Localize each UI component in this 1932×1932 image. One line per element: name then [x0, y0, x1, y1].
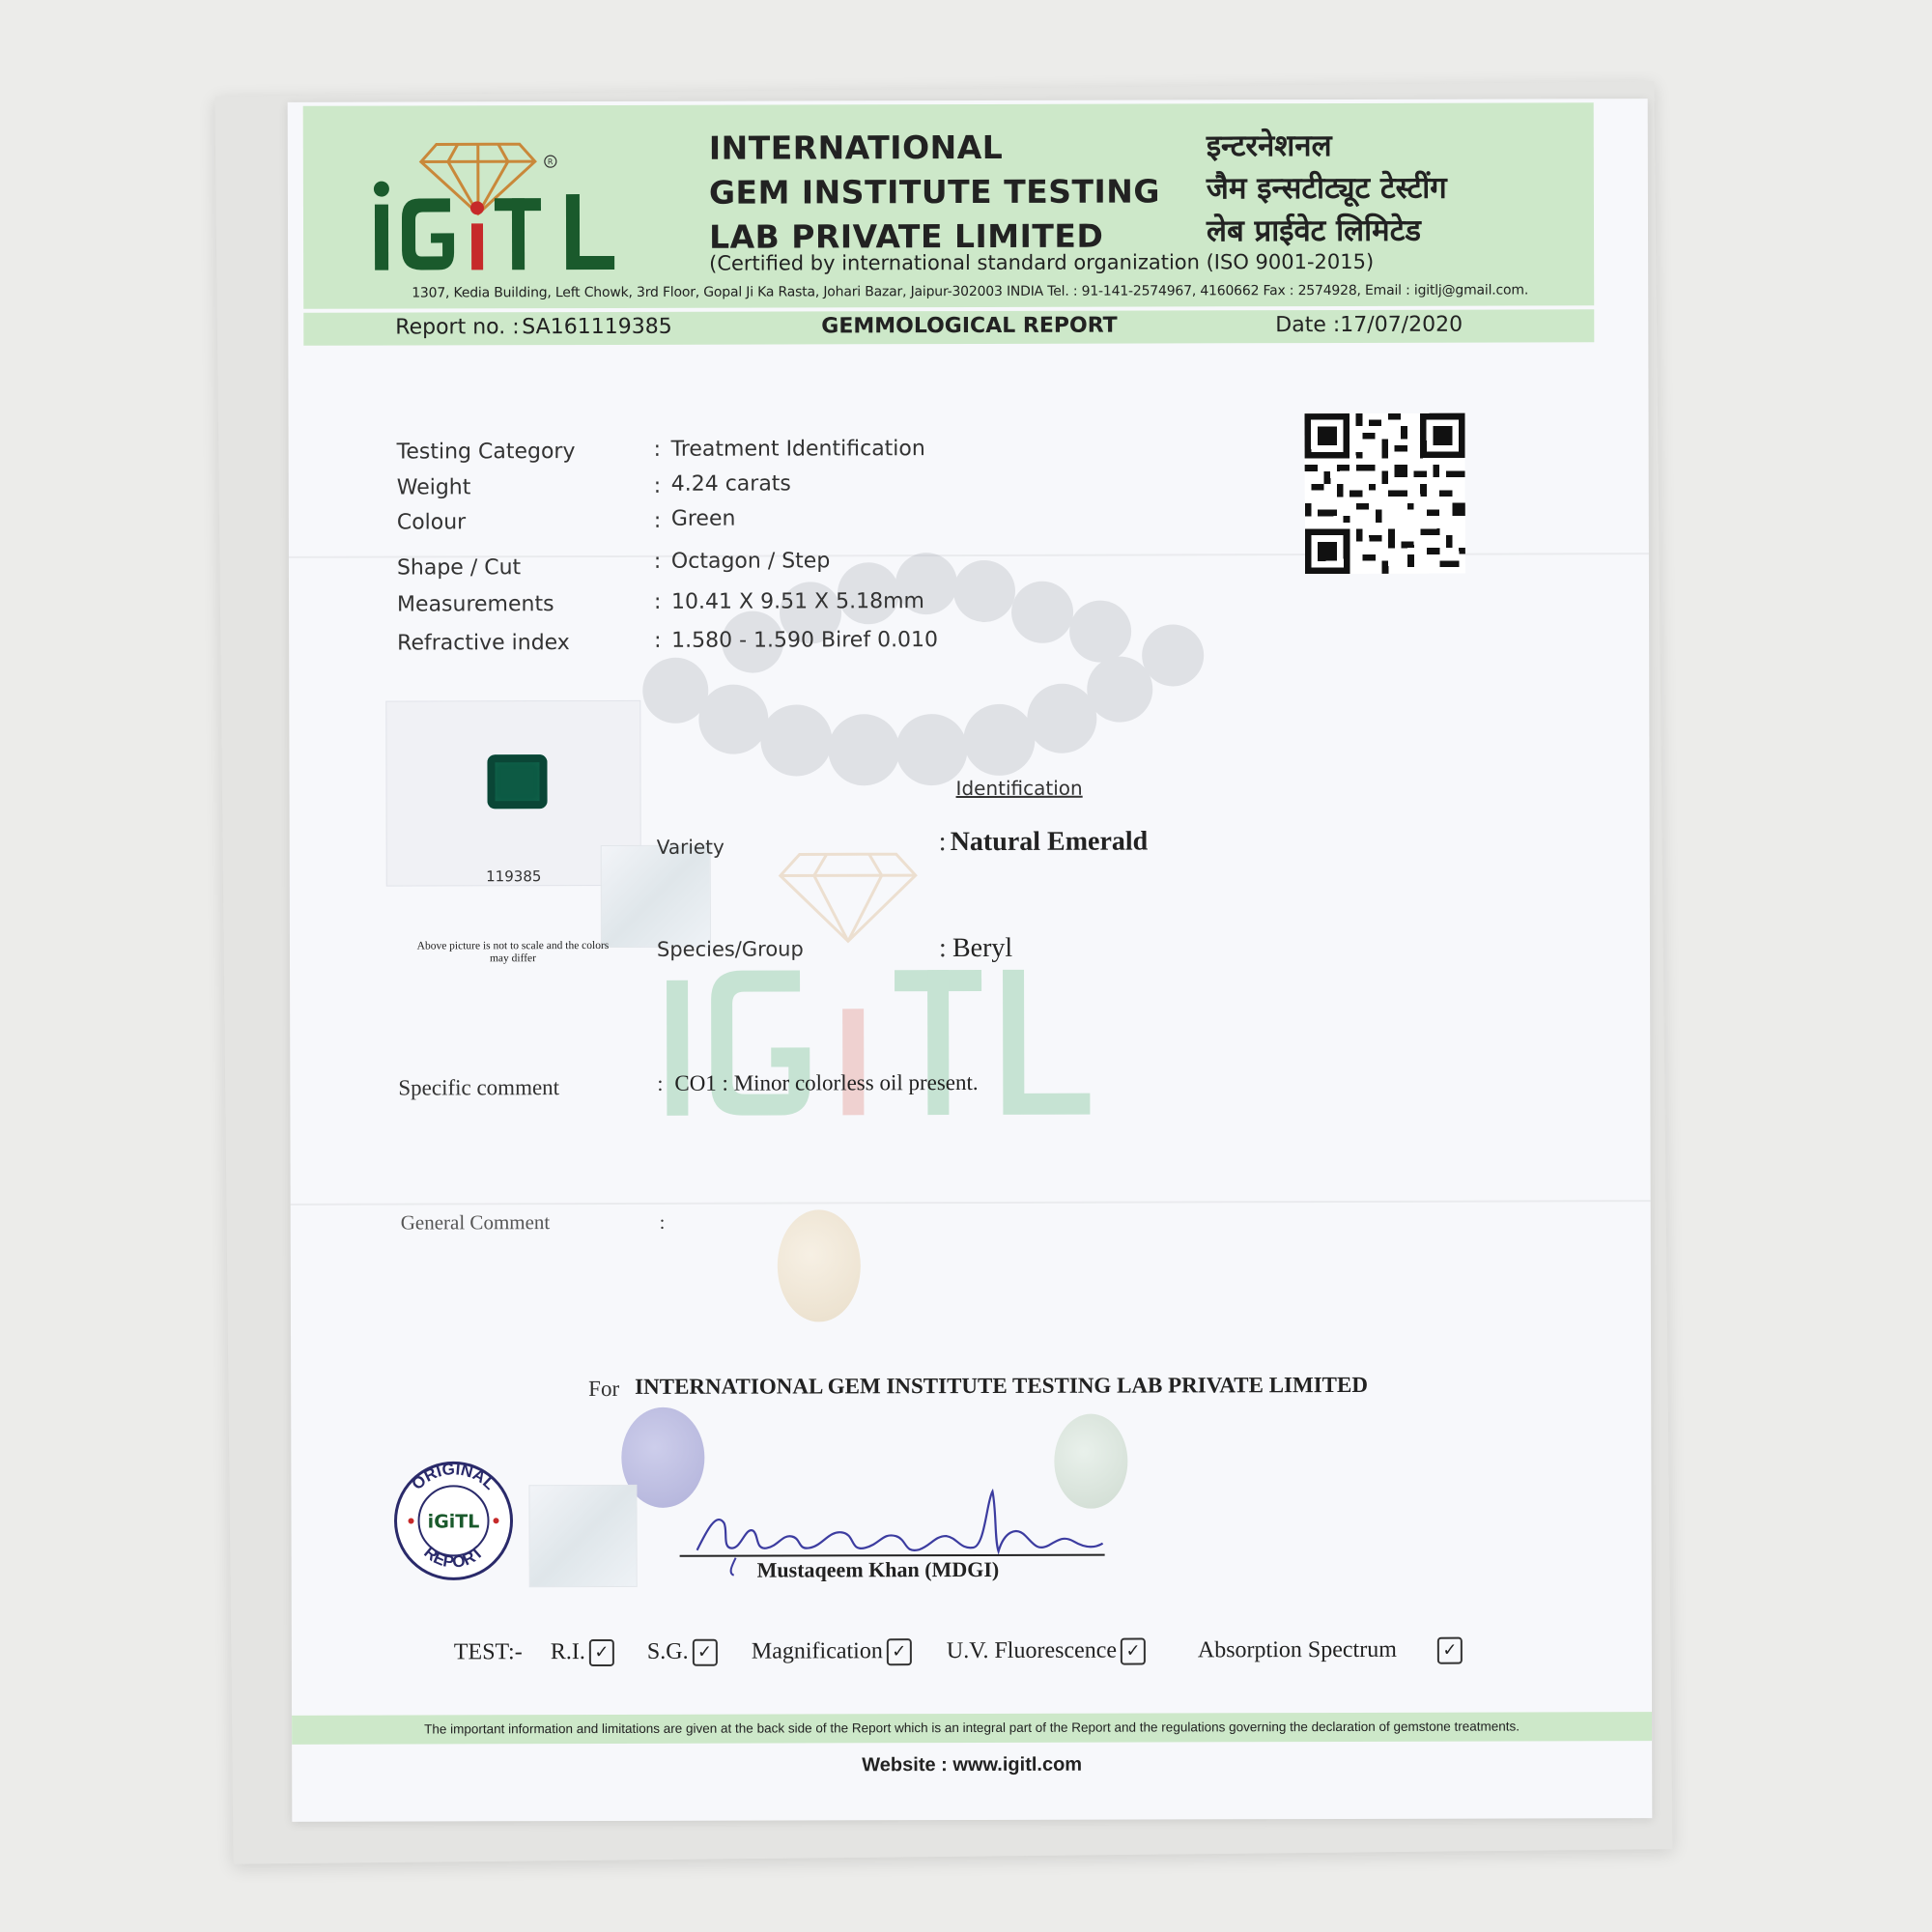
test-item-absorption-spectrum: [1198, 1637, 1463, 1665]
report-no-label: Report no. :: [395, 315, 520, 340]
yellow-sapphire-watermark: [778, 1209, 861, 1321]
qr-code-icon: [1305, 413, 1465, 574]
field-value-measurements: 10.41 X 9.51 X 5.18mm: [670, 589, 924, 614]
identification-heading: Identification: [955, 776, 1083, 801]
logo-wordmark: [374, 156, 614, 270]
field-value-colour: Green: [670, 506, 736, 531]
specific-comment-colon: :: [657, 1070, 664, 1095]
iso-certification: (Certified by international standard organization (ISO 9001-2015): [709, 249, 1375, 275]
field-colon: :: [653, 473, 662, 498]
test-item-label: S.G.: [646, 1638, 689, 1664]
report-date: Date :17/07/2020: [1275, 312, 1463, 338]
svg-text:iGiTL: iGiTL: [427, 1511, 480, 1533]
checkbox-icon: ✓: [1437, 1637, 1463, 1664]
checkbox-icon: ✓: [589, 1639, 614, 1666]
signer-name: Mustaqeem Khan (MDGI): [756, 1556, 1000, 1582]
checkbox-icon: ✓: [1121, 1638, 1146, 1665]
svg-text:ORIGINAL: ORIGINAL: [408, 1460, 499, 1494]
species-colon: :: [938, 933, 947, 964]
specific-comment-label: Specific comment: [398, 1075, 560, 1100]
field-label-refractive-index: Refractive index: [397, 631, 570, 656]
specific-comment-value: CO1 : Minor colorless oil present.: [674, 1069, 979, 1095]
species-label: Species/Group: [656, 937, 804, 961]
fold-line: [291, 1200, 1651, 1206]
variety-colon: :: [938, 827, 947, 858]
test-item-uv-fluorescence: [947, 1638, 1146, 1666]
variety-label: Variety: [656, 835, 724, 859]
disclaimer-line: Above picture is not to scale and the colors: [416, 939, 610, 952]
test-item-ri: [551, 1639, 614, 1667]
website: Website : www.igitl.com: [862, 1753, 1083, 1776]
test-label: TEST:-: [453, 1639, 523, 1665]
report-info-bar: [303, 309, 1594, 345]
variety-value: Natural Emerald: [950, 826, 1149, 858]
checkbox-icon: ✓: [693, 1639, 718, 1666]
test-item-sg: [647, 1639, 718, 1667]
for-label: For: [588, 1376, 620, 1402]
field-label-testing-category: Testing Category: [396, 440, 576, 465]
igitl-logo: [361, 125, 622, 290]
emerald-photo: [487, 754, 547, 809]
organization-name-hindi: [1207, 125, 1447, 253]
field-label-colour: Colour: [396, 510, 467, 535]
field-label-measurements: Measurements: [397, 592, 554, 617]
org-name-hindi-line: जैम इन्सटीट्यूट टेस्टींग: [1206, 170, 1447, 207]
svg-text:R: R: [547, 157, 554, 167]
test-item-label: Absorption Spectrum: [1197, 1636, 1397, 1663]
test-item-label: Magnification: [751, 1638, 883, 1664]
field-value-testing-category: Treatment Identification: [670, 437, 925, 462]
general-comment-label: General Comment: [400, 1210, 551, 1235]
org-name-hindi-line: लेब प्राईवेट लिमिटेड: [1206, 213, 1421, 249]
field-value-weight: 4.24 carats: [670, 471, 791, 497]
field-label-shape-cut: Shape / Cut: [396, 555, 522, 581]
svg-text:REPORT: REPORT: [420, 1543, 487, 1572]
lab-address: 1307, Kedia Building, Left Chowk, 3rd Floor, Gopal Ji Ka Rasta, Johari Bazar, Jaipur-302003 INDIA Tel. : 91-141-2574967, 4160662 Fax : 2574928, Email : igitlj@gmail.com.: [412, 282, 1529, 301]
field-label-weight: Weight: [396, 475, 471, 500]
field-value-shape-cut: Octagon / Step: [670, 549, 831, 574]
field-colon: :: [653, 549, 662, 574]
org-name-hindi-line: इन्टरनेशनल: [1206, 128, 1332, 164]
test-item-label: R.I.: [550, 1639, 585, 1665]
org-name-line: INTERNATIONAL: [708, 128, 1004, 167]
photo-disclaimer: [386, 940, 639, 966]
disclaimer-line: may differ: [489, 952, 537, 965]
general-comment-colon: :: [659, 1211, 666, 1234]
field-colon: :: [653, 589, 662, 614]
original-report-stamp-icon: [391, 1459, 515, 1582]
species-value: Beryl: [952, 932, 1013, 964]
org-name-line: GEM INSTITUTE TESTING: [708, 172, 1161, 212]
report-title: GEMMOLOGICAL REPORT: [821, 313, 1118, 339]
photo-id: 119385: [486, 867, 542, 886]
test-item-magnification: [752, 1638, 912, 1666]
footer-notice: The important information and limitations are given at the back side of the Report which is an integral part of the Report and the regulations governing the declaration of gemstone treatments.: [292, 1712, 1652, 1745]
checkbox-icon: ✓: [887, 1639, 912, 1666]
for-organization: INTERNATIONAL GEM INSTITUTE TESTING LAB PRIVATE LIMITED: [635, 1372, 1368, 1399]
report-number: SA161119385: [522, 314, 672, 340]
field-colon: :: [653, 437, 662, 462]
test-item-label: U.V. Fluorescence: [946, 1637, 1118, 1664]
hologram-sticker: [528, 1485, 637, 1587]
field-value-refractive-index: 1.580 - 1.590 Biref 0.010: [671, 628, 939, 653]
report-header: [303, 102, 1595, 308]
organization-name: [709, 125, 1160, 259]
org-name-line: LAB PRIVATE LIMITED: [708, 216, 1104, 256]
field-colon: :: [653, 508, 662, 533]
gemmological-report: [288, 99, 1653, 1822]
hologram-sticker: [601, 845, 711, 948]
field-colon: :: [654, 628, 662, 653]
